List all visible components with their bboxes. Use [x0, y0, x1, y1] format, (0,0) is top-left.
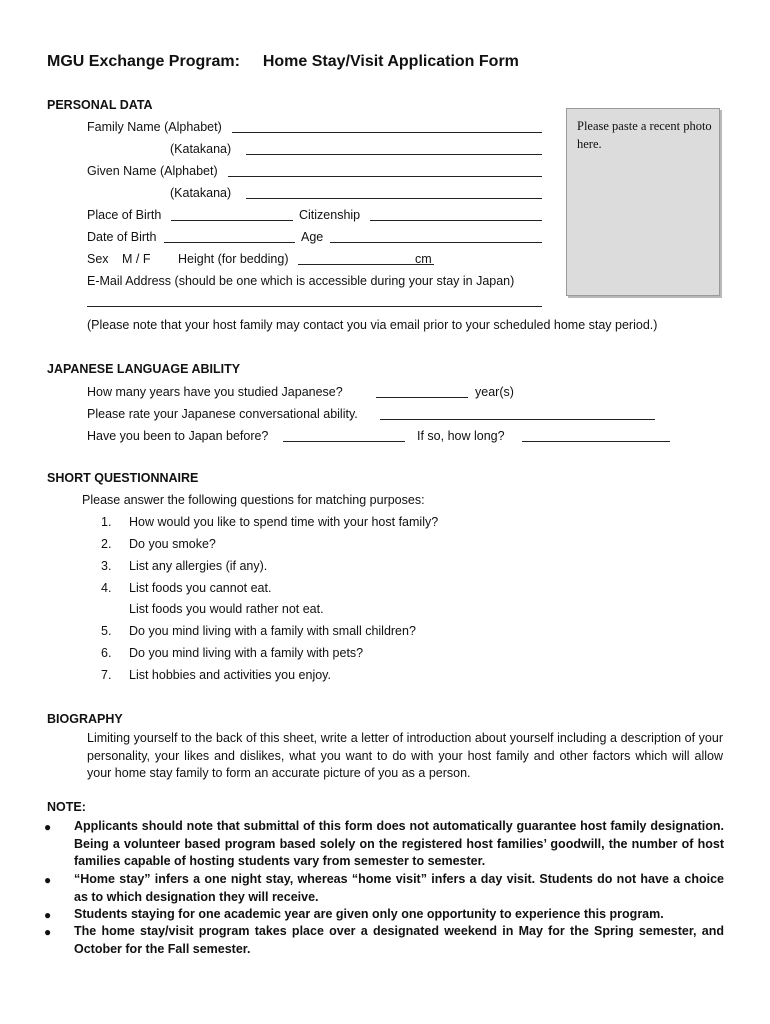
bullet-icon: ●: [44, 925, 52, 939]
date-of-birth-field[interactable]: [164, 242, 295, 243]
place-of-birth-field[interactable]: [171, 220, 293, 221]
given-name-katakana-field[interactable]: [246, 198, 542, 199]
height-label: Height (for bedding): [178, 252, 289, 266]
email-label: E-Mail Address (should be one which is accessible during your stay in Japan): [87, 274, 515, 288]
age-label: Age: [301, 230, 324, 244]
biography-text: Limiting yourself to the back of this sheet, write a letter of introduction about yourself including a description of your personality, your likes and dislikes, what you want to do with your host family and other factors which will allow your home stay family to form an accurate picture of you as a person.: [87, 731, 723, 780]
question-text: How would you like to spend time with your host family?: [129, 515, 439, 529]
email-note: (Please note that your host family may contact you via email prior to your scheduled home stay period.): [87, 318, 658, 332]
conversational-ability-label: Please rate your Japanese conversational ability.: [87, 407, 358, 421]
photo-box[interactable]: [566, 108, 720, 296]
family-name-katakana-field[interactable]: [246, 154, 542, 155]
family-name-alphabet-label: Family Name (Alphabet): [87, 120, 222, 134]
given-name-alphabet-label: Given Name (Alphabet): [87, 164, 218, 178]
family-name-alphabet-field[interactable]: [232, 132, 542, 133]
given-name-katakana-label: (Katakana): [170, 186, 232, 200]
been-to-japan-field[interactable]: [283, 441, 405, 442]
sex-label: Sex: [87, 252, 109, 266]
email-field[interactable]: [87, 306, 542, 307]
personal-data-heading: PERSONAL DATA: [47, 98, 153, 112]
photo-instructions: Please paste a recent photo here.: [577, 119, 712, 151]
questionnaire-intro: Please answer the following questions for matching purposes:: [82, 493, 425, 507]
note-item: “Home stay” infers a one night stay, whereas “home visit” infers a day visit. Students do not have a choice as to which designation they will receive.: [74, 872, 724, 904]
years-studied-label: How many years have you studied Japanese?: [87, 385, 343, 399]
note-item: The home stay/visit program takes place over a designated weekend in May for the Spring semester, and October for the Fall semester.: [74, 924, 724, 956]
sex-options[interactable]: M / F: [122, 252, 151, 266]
note-item: Applicants should note that submittal of this form does not automatically guarantee host family designation. Being a volunteer based program based solely on the registered host families’ goodwill, the number of host families capable of hosting students vary from semester to semester.: [74, 819, 724, 868]
biography-heading: BIOGRAPHY: [47, 712, 123, 726]
place-of-birth-label: Place of Birth: [87, 208, 162, 222]
question-number: 2.: [101, 537, 112, 551]
age-field[interactable]: [330, 242, 542, 243]
bullet-icon: ●: [44, 873, 52, 887]
bullet-icon: ●: [44, 820, 52, 834]
question-number: 3.: [101, 559, 112, 573]
cm-unit: cm: [415, 252, 432, 266]
question-number: 4.: [101, 581, 112, 595]
question-number: 6.: [101, 646, 112, 660]
years-studied-field[interactable]: [376, 397, 468, 398]
question-text: List foods you would rather not eat.: [129, 602, 324, 616]
page-title: [47, 53, 519, 71]
how-long-field[interactable]: [522, 441, 670, 442]
conversational-ability-field[interactable]: [380, 419, 655, 420]
family-name-katakana-label: (Katakana): [170, 142, 232, 156]
citizenship-field[interactable]: [370, 220, 542, 221]
note-item: Students staying for one academic year are given only one opportunity to experience this program.: [74, 907, 664, 921]
height-field[interactable]: [298, 264, 434, 265]
years-unit: year(s): [475, 385, 514, 399]
question-text: List foods you cannot eat.: [129, 581, 272, 595]
question-text: Do you mind living with a family with small children?: [129, 624, 416, 638]
how-long-label: If so, how long?: [417, 429, 505, 443]
question-number: 1.: [101, 515, 112, 529]
question-number: 5.: [101, 624, 112, 638]
question-text: List hobbies and activities you enjoy.: [129, 668, 331, 682]
question-text: Do you smoke?: [129, 537, 216, 551]
question-text: Do you mind living with a family with pets?: [129, 646, 364, 660]
question-text: List any allergies (if any).: [129, 559, 268, 573]
note-heading: NOTE:: [47, 800, 86, 814]
date-of-birth-label: Date of Birth: [87, 230, 157, 244]
title-program: MGU Exchange Program:: [47, 53, 240, 70]
given-name-alphabet-field[interactable]: [228, 176, 542, 177]
been-to-japan-label: Have you been to Japan before?: [87, 429, 269, 443]
citizenship-label: Citizenship: [299, 208, 361, 222]
question-number: 7.: [101, 668, 112, 682]
bullet-icon: ●: [44, 908, 52, 922]
title-form: Home Stay/Visit Application Form: [262, 53, 519, 70]
questionnaire-heading: SHORT QUESTIONNAIRE: [47, 471, 199, 485]
japanese-ability-heading: JAPANESE LANGUAGE ABILITY: [47, 362, 241, 376]
